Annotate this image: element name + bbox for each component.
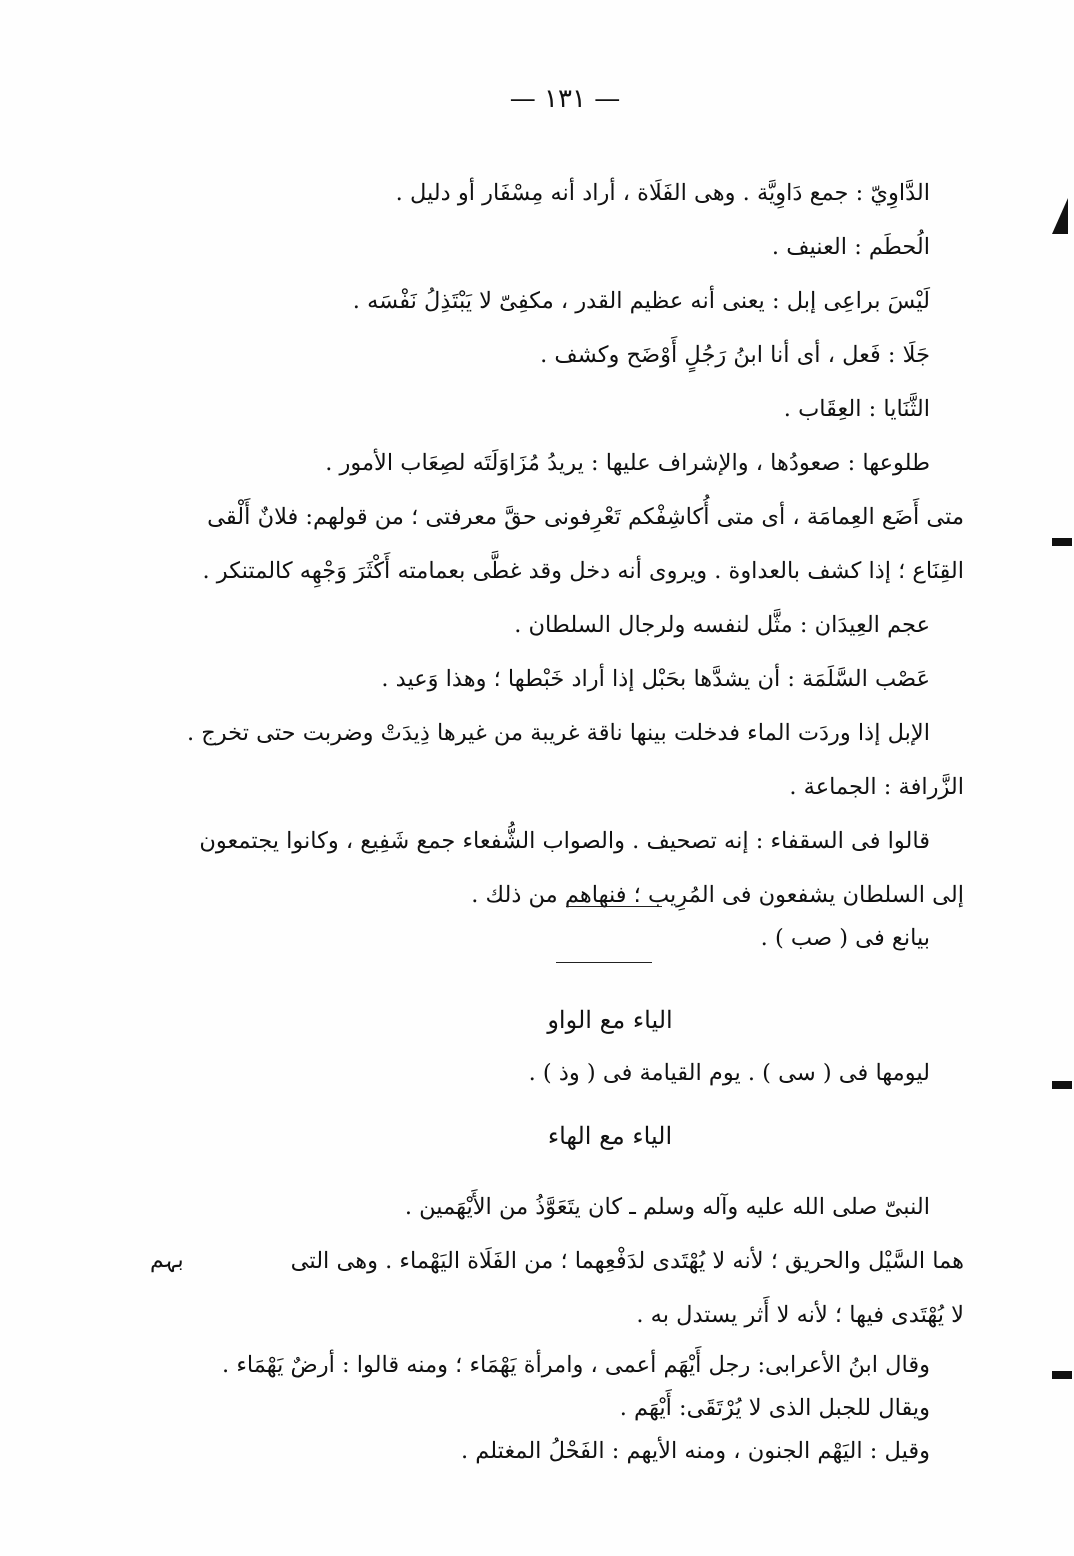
section-heading: الياء مع الواو — [547, 1006, 673, 1034]
text-line: لا يُهْتَدى فيها ؛ لأنه لا أَثر يستدل به . — [636, 1302, 964, 1328]
text-line: الدَّاوِيّ : جمع دَاوِيَّة . وهى الفَلَاة ، أراد أنه مِسْفَار أو دليل . — [395, 179, 930, 206]
text-line: عجم العِيدَان : مثَّل لنفسه ولرجال السلطان . — [514, 611, 930, 638]
text-line: النبىّ صلى الله عليه وآله وسلم ـ كان يتَعَوَّذُ من الأَيْهَمين . — [404, 1194, 930, 1220]
text-line: القِنَاع ؛ إذا كشف بالعداوة . ويروى أنه دخل وقد غطَّى بعمامته أَكْثَرَ وَجْهِه كالمتنكر . — [202, 557, 964, 584]
edge-mark — [1052, 1371, 1072, 1379]
section-text: ليومها فى ( سى ) . يوم القيامة فى ( وذ ) . — [528, 1060, 930, 1086]
edge-mark — [1052, 1081, 1072, 1089]
text-line: وقيل : اليَهْم الجنون ، ومنه الأيهم : الفَحْلُ المغتلم . — [460, 1438, 930, 1464]
text-line: وقال ابنُ الأعرابى: رجل أَيْهَم أعمى ، وامرأة يَهْمَاء ؛ ومنه قالوا : أرضٌ يَهْمَاء . — [222, 1352, 930, 1378]
text-line: الإبل إذا وردَت الماء فدخلت بينها ناقة غريبة من غيرها ذِيدَتْ وضربت حتى تخرج . — [186, 719, 930, 746]
text-line: لَيْسَ براعِى إبل : يعنى أنه عظيم القدر ، مكفِىّ لا يَبْتَذِلُ نَفْسَه . — [352, 287, 930, 314]
text-line: متى أَضَع العِمامَة ، أى متى أُكاشِفْكم تَعْرِفونى حقَّ معرفتى ؛ من قولهم: فلانٌ أَلْقى — [207, 503, 964, 530]
text-line: جَلَا : فَعل ، أى أنا ابنُ رَجُلٍ أَوْضَح وكشف . — [540, 341, 930, 368]
separator-rule — [566, 906, 662, 907]
separator-rule — [556, 962, 652, 963]
text-line: عَصْب السَّلَمَة : أن يشدَّها بحَبْل إذا أراد خَبْطها ؛ وهذا وَعيد . — [381, 665, 930, 692]
text-line: ويقال للجبل الذى لا يُرْتَقَى: أَيْهَم . — [619, 1395, 930, 1421]
text-line: هما السَّيْل والحريق ؛ لأنه لا يُهْتَدى لدَفْعِهما ؛ من الفَلَاة اليَهْماء . وهى التى — [290, 1248, 964, 1274]
text-line: الثَّنَايا : العِقَاب . — [783, 395, 930, 422]
text-line: الُحطَم : العنيف . — [771, 233, 930, 260]
cross-reference: بيانع فى ( صب ) . — [760, 925, 930, 951]
text-line: طلوعها : صعودُها ، والإشراف عليها : يريدُ مُزَاوَلَتَه لصِعَاب الأمور . — [325, 449, 930, 476]
text-line: إلى السلطان يشفعون فى المُرِيب ؛ فنهاهم من ذلك . — [471, 881, 964, 908]
edge-mark — [1052, 538, 1072, 546]
text-line: الزَّرافة : الجماعة . — [789, 773, 964, 800]
main-text — [186, 166, 964, 922]
text-line: قالوا فى السقفاء : إنه تصحيف . والصواب الشُّفعاء جمع شَفِيع ، وكانوا يجتمعون — [199, 827, 930, 854]
margin-note: بہم — [150, 1248, 184, 1273]
edge-mark — [1052, 198, 1068, 234]
section-text — [224, 1180, 964, 1474]
section-heading: الياء مع الهاء — [547, 1122, 673, 1150]
page-number: — ١٣١ — — [509, 84, 621, 114]
